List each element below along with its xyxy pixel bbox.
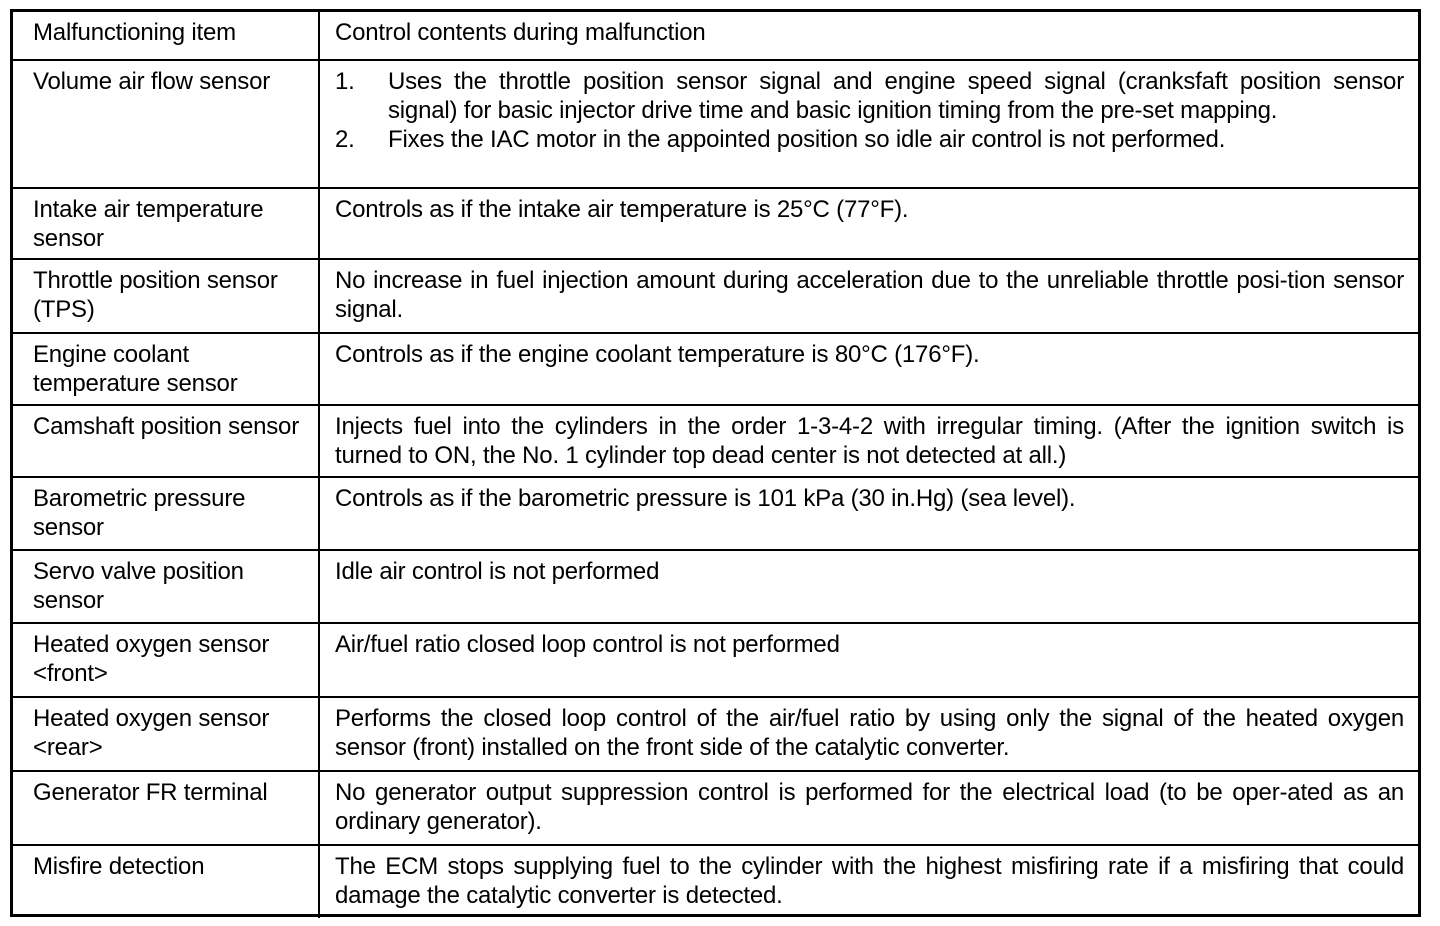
row-item: Misfire detection (13, 845, 319, 918)
row-control: Controls as if the engine coolant temperature is 80°C (176°F). (319, 333, 1418, 405)
row-item: Engine coolant temperature sensor (13, 333, 319, 405)
table-row (13, 845, 1418, 918)
list-item (335, 125, 1404, 154)
table-row (13, 259, 1418, 333)
step-number: 1. (335, 68, 355, 95)
malfunction-table (13, 12, 1418, 918)
row-item: Camshaft position sensor (13, 405, 319, 477)
row-control: Injects fuel into the cylinders in the order 1-3-4-2 with irregular timing. (After the ignition switch is turned to ON, the No. 1 cylinder top dead center is not detected at all.) (319, 405, 1418, 477)
table-row (13, 405, 1418, 477)
table-row (13, 623, 1418, 697)
header-control-contents: Control contents during malfunction (319, 12, 1418, 60)
malfunction-table-sheet (10, 9, 1421, 917)
row-control: Controls as if the barometric pressure is 101 kPa (30 in.Hg) (sea level). (319, 477, 1418, 550)
table-row (13, 333, 1418, 405)
row-control: No generator output suppression control is performed for the electrical load (to be oper-ated as an ordinary generator). (319, 771, 1418, 845)
row-control: Controls as if the intake air temperature is 25°C (77°F). (319, 188, 1418, 259)
row-item: Throttle position sensor (TPS) (13, 259, 319, 333)
step-list (335, 67, 1404, 154)
table-row (13, 771, 1418, 845)
row-item: Servo valve position sensor (13, 550, 319, 623)
table-header-row (13, 12, 1418, 60)
table-row (13, 697, 1418, 771)
step-number: 2. (335, 126, 355, 153)
list-item (335, 67, 1404, 125)
row-item: Barometric pressure sensor (13, 477, 319, 550)
row-control: No increase in fuel injection amount during acceleration due to the unreliable throttle posi-tion sensor signal. (319, 259, 1418, 333)
row-item: Volume air flow sensor (13, 60, 319, 188)
table-row (13, 60, 1418, 188)
row-item: Generator FR terminal (13, 771, 319, 845)
row-control: Idle air control is not performed (319, 550, 1418, 623)
table-row (13, 550, 1418, 623)
row-item: Heated oxygen sensor <front> (13, 623, 319, 697)
row-control: Performs the closed loop control of the air/fuel ratio by using only the signal of the heated oxygen sensor (front) installed on the front side of the catalytic converter. (319, 697, 1418, 771)
table-row (13, 477, 1418, 550)
header-malfunctioning-item: Malfunctioning item (13, 12, 319, 60)
row-item: Heated oxygen sensor <rear> (13, 697, 319, 771)
row-control: The ECM stops supplying fuel to the cylinder with the highest misfiring rate if a misfiring that could damage the catalytic converter is detected. (319, 845, 1418, 918)
step-text: Fixes the IAC motor in the appointed position so idle air control is not performed. (388, 126, 1226, 153)
row-item: Intake air temperature sensor (13, 188, 319, 259)
step-text: Uses the throttle position sensor signal and engine speed signal (cranksfaft position sensor signal) for basic injector drive time and basic ignition timing from the pre-set mapping. (388, 68, 1404, 124)
row-control (319, 60, 1418, 188)
row-control: Air/fuel ratio closed loop control is not performed (319, 623, 1418, 697)
table-row (13, 188, 1418, 259)
